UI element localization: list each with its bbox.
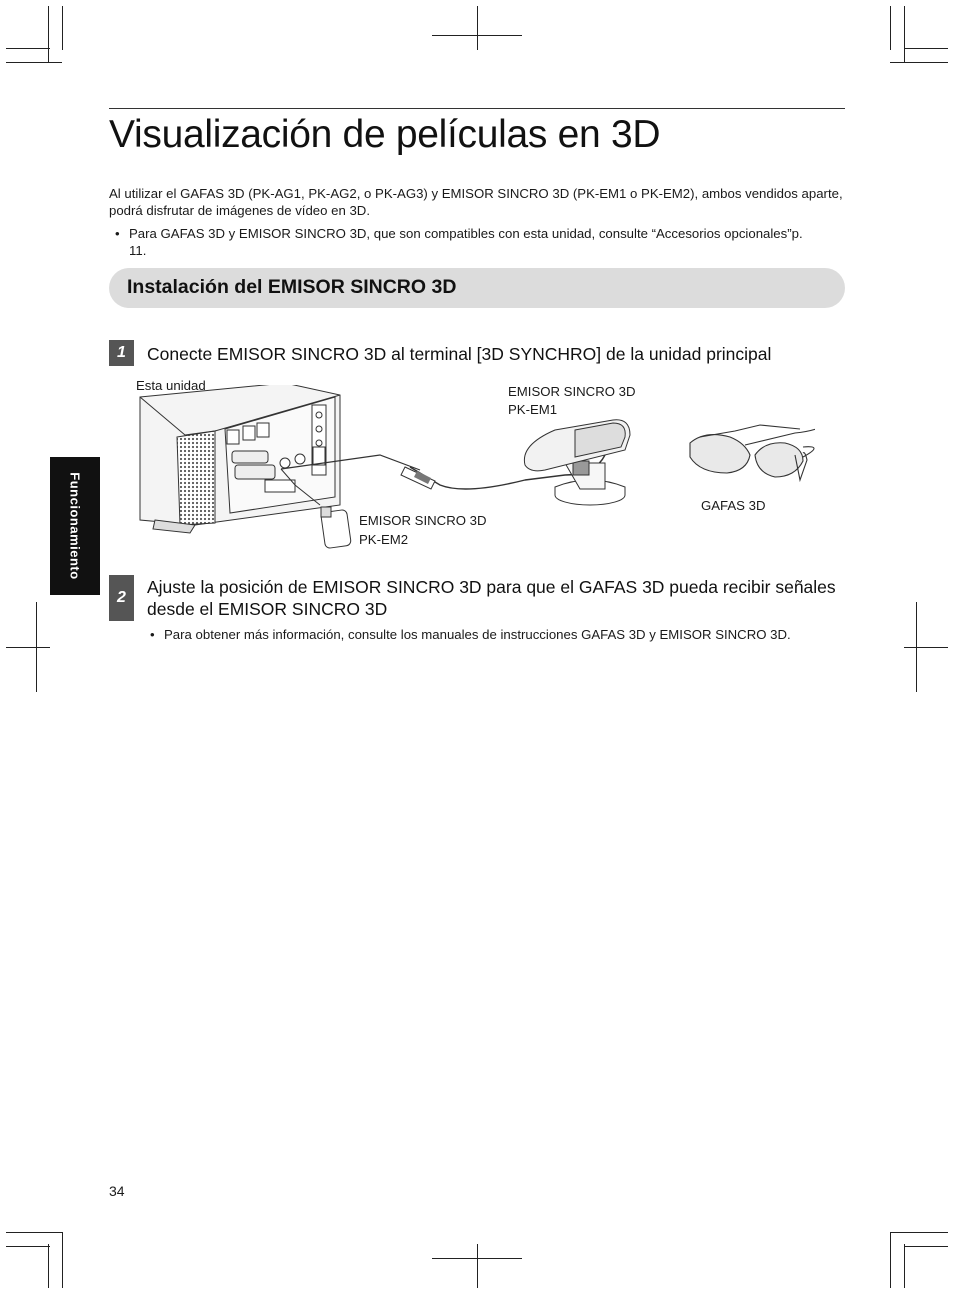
page-number: 34 — [109, 1183, 125, 1199]
step-2-number: 2 — [109, 575, 134, 621]
connector-plug-icon — [401, 467, 435, 489]
step-2-note — [144, 626, 864, 643]
glasses-icon — [690, 425, 815, 480]
side-tab-label: Funcionamiento — [67, 472, 83, 580]
title-rule — [109, 108, 845, 109]
step-1-number: 1 — [109, 340, 134, 366]
step-2-note-text: Para obtener más información, consulte los manuales de instrucciones GAFAS 3D y EMISOR SINCRO 3D. — [164, 627, 791, 642]
intro-bullet — [109, 225, 809, 259]
em2-label-line1: EMISOR SINCRO 3D — [359, 513, 487, 528]
figure-drawing — [135, 385, 815, 555]
glasses-label: GAFAS 3D — [701, 498, 766, 513]
intro-bullet-text: Para GAFAS 3D y EMISOR SINCRO 3D, que son compatibles con esta unidad, consulte “Accesorios opcionales”p. 11. — [129, 226, 803, 258]
unit-label: Esta unidad — [136, 378, 206, 393]
page-title: Visualización de películas en 3D — [109, 113, 661, 156]
em2-label-line2: PK-EM2 — [359, 532, 409, 547]
section-banner — [109, 268, 845, 308]
section-title: Instalación del EMISOR SINCRO 3D — [127, 276, 457, 298]
em1-label-line1: EMISOR SINCRO 3D — [508, 384, 636, 399]
bullet-symbol: • — [150, 627, 155, 642]
intro-paragraph: Al utilizar el GAFAS 3D (PK-AG1, PK-AG2, o PK-AG3) y EMISOR SINCRO 3D (PK-EM1 o PK-EM2), ambos vendidos aparte, podrá disfrutar de imágenes de vídeo en 3D. — [109, 186, 843, 218]
step-1-text: Conecte EMISOR SINCRO 3D al terminal [3D SYNCHRO] de la unidad principal — [147, 344, 772, 364]
em1-emitter-icon — [524, 420, 630, 505]
bullet-symbol: • — [115, 226, 120, 241]
side-tab — [50, 457, 100, 595]
em1-label-line2: PK-EM1 — [508, 402, 558, 417]
step-2-text: Ajuste la posición de EMISOR SINCRO 3D para que el GAFAS 3D pueda recibir señales desde el EMISOR SINCRO 3D — [147, 577, 836, 619]
projector-icon — [140, 385, 340, 533]
